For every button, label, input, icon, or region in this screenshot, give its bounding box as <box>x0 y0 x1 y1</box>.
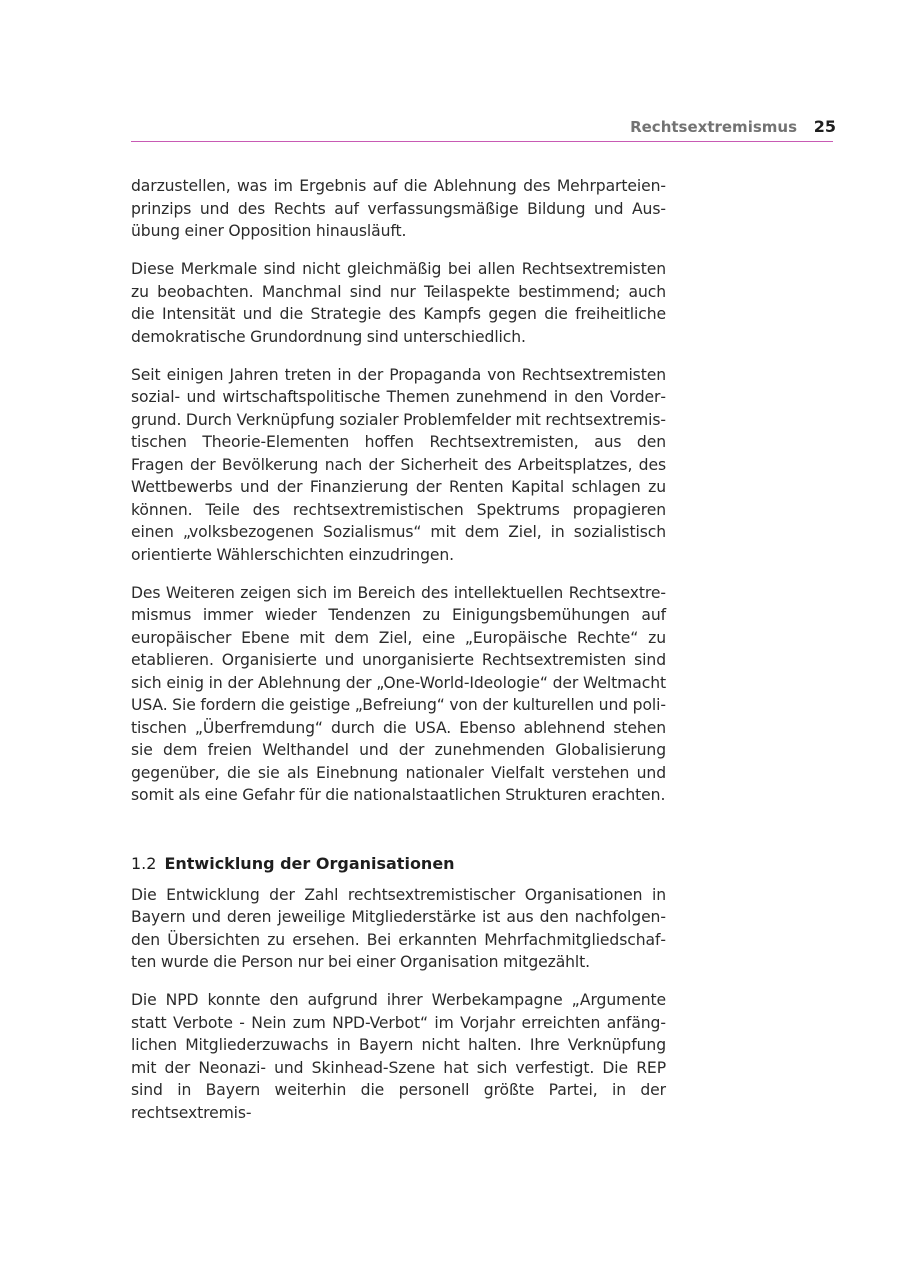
running-header <box>131 116 836 142</box>
section-title: Entwicklung der Organisationen <box>164 853 455 873</box>
header-title: Rechtsextremismus <box>630 118 797 136</box>
header-divider <box>131 141 833 142</box>
section-paragraph-2: Die NPD konnte den aufgrund ihrer Werbekampagne „Argumente statt Verbote - Nein zum NPD-Verbot“ im Vorjahr erreichten anfänglichen Mitgliederzuwachs in Bayern nicht halten. Ihre Verknüpfung mit der Neonazi- und Skinhead-Szene hat sich verfestigt. Die REP sind in Bayern weiterhin die personell größte Partei, in der rechtsextremis- <box>131 991 666 1122</box>
paragraph-3: Seit einigen Jahren treten in der Propaganda von Rechtsextremisten sozial- und wirtschaftspolitische Themen zunehmend in den Vordergrund. Durch Verknüpfung sozialer Problemfelder mit rechtsextremistischen Theorie-Elementen hoffen Rechtsextremisten, aus den Fragen der Bevölkerung nach der Sicherheit des Arbeitsplatzes, des Wettbewerbs und der Finanzierung der Renten Kapital schlagen zu können. Teile des rechtsextremistischen Spektrums propagieren einen „volksbezogenen Sozialismus“ mit dem Ziel, in sozialistisch orientierte Wählerschichten einzudringen. <box>131 365 666 564</box>
paragraph-4: Des Weiteren zeigen sich im Bereich des intellektuellen Rechtsextremismus immer wieder Tendenzen zu Einigungsbemühungen auf europäischer Ebene mit dem Ziel, eine „Europäische Rechte“ zu etablieren. Organisierte und unorganisierte Rechtsextremisten sind sich einig in der Ablehnung der „One-World-Ideologie“ der Weltmacht USA. Sie fordern die geistige „Befreiung“ von der kulturellen und politischen „Überfremdung“ durch die USA. Ebenso ablehnend stehen sie dem freien Welthandel und der zunehmenden Globalisierung gegenüber, die sie als Einebnung nationaler Vielfalt verstehen und somit als eine Gefahr für die nationalstaatlichen Strukturen erachten. <box>131 583 666 804</box>
body-text <box>131 175 666 1124</box>
section-number: 1.2 <box>131 853 157 873</box>
section-paragraph-1: Die Entwicklung der Zahl rechtsextremistischer Organisationen in Bayern und deren jeweilige Mitgliederstärke ist aus den nachfolgenden Übersichten zu ersehen. Bei erkannten Mehrfachmitgliedschaften wurde die Person nur bei einer Organisation mitgezählt. <box>131 885 666 971</box>
paragraph-1: darzustellen, was im Ergebnis auf die Ablehnung des Mehrparteienprinzips und des Rechts auf verfassungsmäßige Bildung und Ausübung einer Opposition hinausläuft. <box>131 177 666 240</box>
paragraph-2: Diese Merkmale sind nicht gleichmäßig bei allen Rechtsextremisten zu beobachten. Manchmal sind nur Teilaspekte bestimmend; auch die Intensität und die Strategie des Kampfs gegen die freiheitliche demokratische Grundordnung sind unterschiedlich. <box>131 260 666 346</box>
page-number: 25 <box>813 117 836 136</box>
section-heading <box>131 852 666 876</box>
